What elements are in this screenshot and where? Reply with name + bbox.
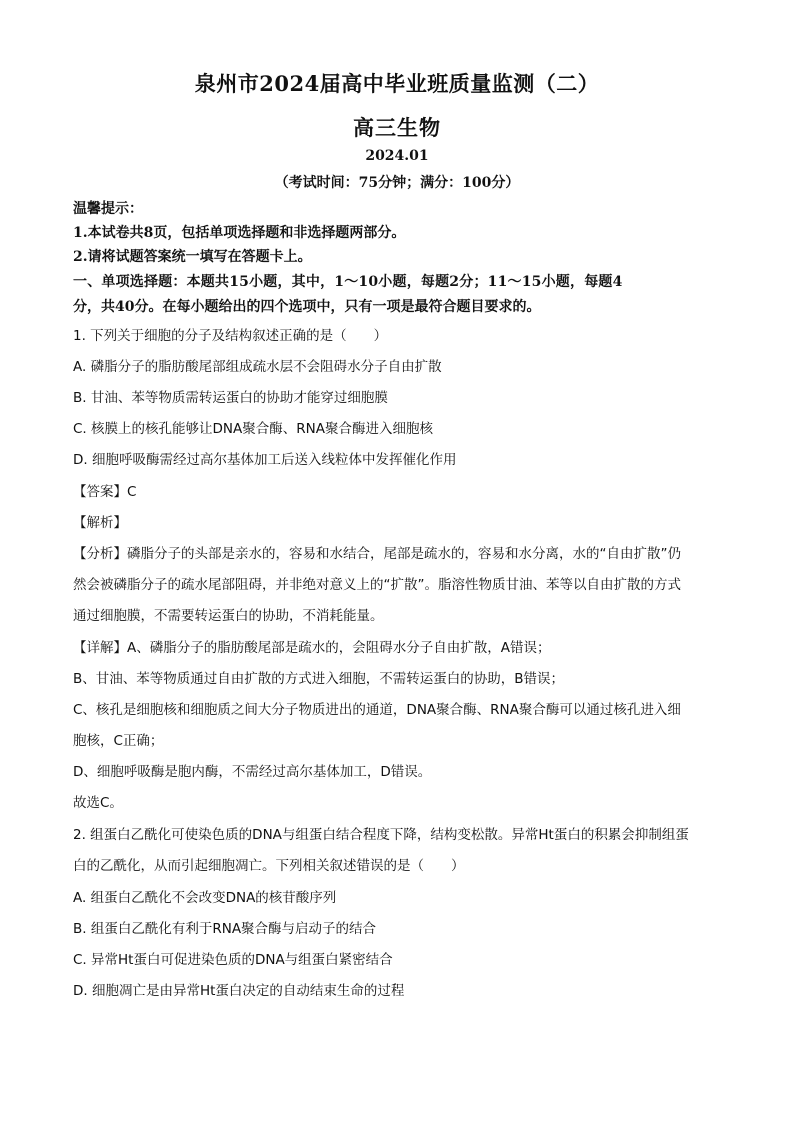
question-1-option-a: A. 磷脂分子的脂肪酸尾部组成疏水层不会阻碍水分子自由扩散: [73, 359, 442, 375]
exam-subject: 高三生物: [353, 115, 441, 140]
exam-info: （考试时间：75分钟；满分：100分）: [274, 175, 520, 191]
question-1-option-b: B. 甘油、苯等物质需转运蛋白的协助才能穿过细胞膜: [73, 390, 388, 406]
question-2-stem-line-1: 2. 组蛋白乙酰化可使染色质的DNA与组蛋白结合程度下降，结构变松散。异常Ht蛋白的积累会抑制组蛋: [73, 827, 689, 843]
notice-item-2: 2.请将试题答案统一填写在答题卡上。: [73, 249, 312, 265]
question-1-analysis-line-2: 然会被磷脂分子的疏水尾部阻碍，并非绝对意义上的“扩散”。脂溶性物质甘油、苯等以自由扩散的方式: [73, 577, 681, 593]
question-1-option-c: C. 核膜上的核孔能够让DNA聚合酶、RNA聚合酶进入细胞核: [73, 421, 433, 437]
question-2-option-b: B. 组蛋白乙酰化有利于RNA聚合酶与启动子的结合: [73, 921, 377, 937]
question-1-answer: 【答案】C: [73, 484, 137, 500]
question-2-option-c: C. 异常Ht蛋白可促进染色质的DNA与组蛋白紧密结合: [73, 952, 393, 968]
question-1-analysis-line-3: 通过细胞膜，不需要转运蛋白的协助，不消耗能量。: [73, 608, 384, 624]
question-1-analysis-line-1: 【分析】磷脂分子的头部是亲水的，容易和水结合，尾部是疏水的，容易和水分离，水的“自由扩散”仍: [73, 546, 681, 562]
exam-date: 2024.01: [365, 148, 429, 164]
question-1-analysis-label: 【解析】: [73, 515, 127, 531]
question-1-detail-line-1: 【详解】A、磷脂分子的脂肪酸尾部是疏水的，会阻碍水分子自由扩散，A错误；: [73, 640, 551, 656]
question-1-detail-line-3: C、核孔是细胞核和细胞质之间大分子物质进出的通道，DNA聚合酶、RNA聚合酶可以通过核孔进入细: [73, 702, 681, 718]
question-2-option-d: D. 细胞凋亡是由异常Ht蛋白决定的自动结束生命的过程: [73, 983, 405, 999]
question-2-option-a: A. 组蛋白乙酰化不会改变DNA的核苷酸序列: [73, 890, 337, 906]
section-heading-line-2: 分，共40分。在每小题给出的四个选项中，只有一项是最符合题目要求的。: [73, 299, 541, 315]
question-1-option-d: D. 细胞呼吸酶需经过高尔基体加工后送入线粒体中发挥催化作用: [73, 452, 457, 468]
question-1-conclusion: 故选C。: [73, 795, 123, 811]
notice-heading: 温馨提示：: [73, 201, 143, 217]
question-1-stem: 1. 下列关于细胞的分子及结构叙述正确的是（ ）: [73, 328, 388, 344]
section-heading-line-1: 一、单项选择题：本题共15小题，其中，1～10小题，每题2分；11～15小题，每题4: [73, 274, 623, 290]
question-1-detail-line-4: 胞核，C正确；: [73, 733, 164, 749]
exam-title: 泉州市2024届高中毕业班质量监测（二）: [194, 71, 600, 96]
question-1-detail-line-5: D、细胞呼吸酶是胞内酶，不需经过高尔基体加工，D错误。: [73, 764, 432, 780]
question-2-stem-line-2: 白的乙酰化，从而引起细胞凋亡。下列相关叙述错误的是（ ）: [73, 858, 465, 874]
notice-item-1: 1.本试卷共8页，包括单项选择题和非选择题两部分。: [73, 225, 406, 241]
question-1-detail-line-2: B、甘油、苯等物质通过自由扩散的方式进入细胞，不需转运蛋白的协助，B错误；: [73, 671, 565, 687]
